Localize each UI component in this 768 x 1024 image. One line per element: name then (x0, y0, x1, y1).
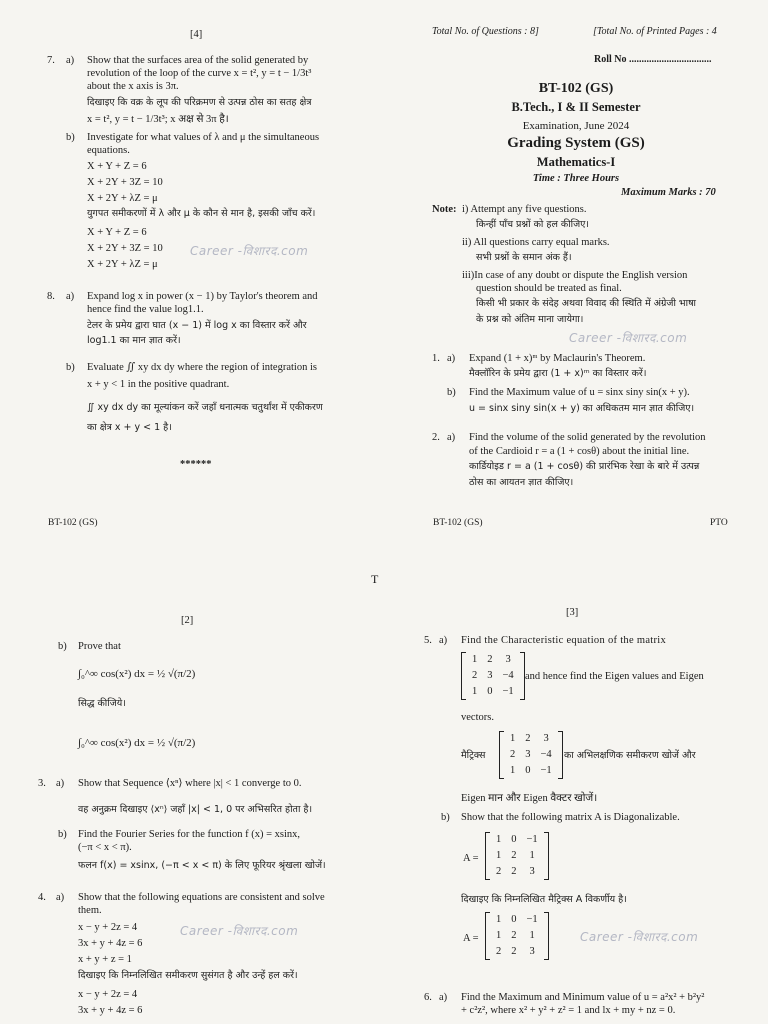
matrix-row (491, 944, 543, 960)
matrix-row (467, 684, 519, 700)
question-part: a) (66, 291, 75, 302)
matrix-cell: −1 (526, 914, 538, 925)
matrix-cell: 1 (496, 834, 502, 845)
question-part: b) (447, 387, 456, 398)
hindi-line: दिखाइए कि वक्र के लूप की परिक्रमण से उत्पन्न ठोस का सतह क्षेत्र (87, 97, 312, 108)
page-1 (384, 0, 768, 560)
hindi-line: log1.1 का मान ज्ञात करें। (87, 335, 181, 346)
question-part: a) (439, 992, 448, 1003)
matrix-cell: 1 (510, 733, 516, 744)
question-number: 8. (47, 291, 55, 302)
question-line: (−π < x < π). (78, 842, 132, 853)
note-line: question should be treated as final. (476, 283, 622, 294)
question-part: b) (66, 132, 75, 143)
matrix-1 (461, 652, 525, 700)
matrix-cell: 1 (510, 764, 516, 776)
hindi-line: के प्रश्न को अंतिम माना जायेगा। (476, 314, 584, 325)
question-line: Evaluate ∬ xy dx dy where the region of integration is (87, 362, 317, 373)
question-line: Find the Maximum value of u = sinx siny sin(x + y). (469, 387, 690, 398)
watermark: Career -विशारद.com (180, 924, 299, 938)
time: Time : Three Hours (532, 173, 620, 184)
question-line: Show that the surfaces area of the solid generated by (87, 55, 309, 66)
equation: 3x + y + 4z = 6 (78, 938, 143, 949)
hindi-line: u = sinx siny sin(x + y) का अधिकतम मान ज्ञात कीजिए। (469, 403, 695, 414)
hindi-line: मैट्रिक्स (461, 750, 486, 761)
matrix-row (505, 731, 557, 747)
hindi-line: सभी प्रश्नों के समान अंक हैं। (476, 252, 572, 263)
question-part: a) (439, 635, 448, 646)
question-line: them. (78, 905, 102, 916)
question-line: Find the volume of the solid generated by the revolution (469, 432, 706, 443)
matrix-cell: 2 (511, 865, 517, 877)
exam-session: Examination, June 2024 (522, 120, 630, 132)
question-line: x + y < 1 in the positive quadrant. (87, 379, 230, 390)
page-number: [4] (190, 29, 203, 40)
matrix-cell: 2 (496, 865, 502, 877)
max-marks: Maximum Marks : 70 (621, 187, 716, 198)
matrix-cell: 1 (496, 914, 502, 925)
equation: 3x + y + 4z = 6 (78, 1005, 143, 1016)
hindi-line: किसी भी प्रकार के संदेह अथवा विवाद की स्थिति में अंग्रेजी भाषा (476, 298, 697, 309)
note-line: iii)In case of any doubt or dispute the English version (462, 270, 688, 281)
question-part: b) (58, 641, 67, 652)
course: B.Tech., I & II Semester (511, 100, 641, 114)
matrix-label: A = (463, 853, 479, 864)
page-3 (384, 590, 768, 1024)
integral-formula: ∫₀^∞ cos(x²) dx = ½ √(π/2) (78, 668, 196, 680)
equation: X + Y + Z = 6 (87, 161, 147, 172)
matrix-cell: 2 (472, 669, 478, 681)
question-number: 3. (38, 778, 46, 789)
hindi-line: सिद्ध कीजिये। (78, 698, 126, 709)
matrix-label: A = (463, 933, 479, 944)
question-part: a) (56, 892, 65, 903)
hindi-line: Eigen मान और Eigen वैक्टर खोजें। (461, 793, 598, 804)
matrix-cell: −1 (502, 685, 514, 697)
equation: X + Y + Z = 6 (87, 227, 147, 238)
matrix-1-repeat (499, 731, 563, 779)
matrix-row (505, 747, 557, 763)
hindi-line: फलन f(x) = xsinx, (−π < x < π) के लिए फूरियर श्रृंखला खोजें। (78, 860, 326, 871)
integral-formula: ∫₀^∞ cos(x²) dx = ½ √(π/2) (78, 737, 196, 749)
grading-system: Grading System (GS) (507, 135, 645, 151)
matrix-cell: 2 (511, 849, 517, 861)
equation: x + y + z = 1 (78, 954, 132, 965)
matrix-cell: 3 (529, 945, 535, 957)
matrix-row (491, 912, 543, 928)
hindi-line: मैक्लॉरिन के प्रमेय द्वारा (1 + x)ᵐ का विस्तार करें। (469, 368, 647, 379)
page-number: [3] (566, 607, 579, 618)
watermark: Career -विशारद.com (569, 331, 688, 345)
question-part: b) (58, 829, 67, 840)
hindi-line: ठोस का आयतन ज्ञात कीजिए। (469, 477, 574, 488)
matrix-2 (485, 832, 549, 880)
note-line: i) Attempt any five questions. (462, 204, 587, 215)
equation: X + 2Y + λZ = μ (87, 193, 158, 204)
matrix-cell: 2 (496, 945, 502, 957)
matrix-cell: 3 (529, 865, 535, 877)
matrix-row (491, 832, 543, 848)
hindi-line: वह अनुक्रम दिखाइए ⟨xⁿ⟩ जहाँ |x| < 1, 0 पर अभिसरित होता है। (78, 804, 313, 815)
matrix-cell: 1 (472, 685, 478, 697)
matrix-cell: −4 (502, 669, 514, 681)
hindi-line: युगपत समीकरणों में λ और μ के कौन से मान है, इसकी जाँच करें। (87, 208, 316, 219)
subject: Mathematics-I (536, 155, 616, 169)
matrix-cell: 2 (511, 945, 517, 957)
matrix-row (505, 763, 557, 779)
question-line: Find the Characteristic equation of the matrix (461, 635, 667, 646)
question-line: Expand log x in power (x − 1) by Taylor's theorem and (87, 291, 318, 302)
matrix-cell: 1 (529, 849, 535, 861)
question-line: revolution of the loop of the curve x = t², y = t − 1/3t³ (87, 68, 312, 79)
question-number: 7. (47, 55, 55, 66)
equation: X + 2Y + 3Z = 10 (87, 243, 163, 254)
matrix-cell: 2 (511, 929, 517, 941)
matrix-cell: 3 (543, 733, 549, 744)
hindi-line: कार्डियोइड r = a (1 + cosθ) की प्रारंभिक रेखा के बारे में उत्पन्न (469, 461, 700, 472)
question-line: equations. (87, 145, 130, 156)
hindi-line: x = t², y = t − 1/3t³; x अक्ष से 3π है। (87, 114, 229, 125)
paper-code: BT-102 (GS) (538, 81, 614, 96)
matrix-cell: 1 (529, 929, 535, 941)
total-pages: [Total No. of Printed Pages : 4 (593, 26, 717, 37)
question-number: 5. (424, 635, 432, 646)
question-number: 6. (424, 992, 432, 1003)
hindi-line: का क्षेत्र x + y < 1 है। (87, 422, 172, 433)
equation: x − y + 2z = 4 (78, 922, 138, 933)
page-number: [2] (181, 615, 194, 626)
question-number: 2. (432, 432, 440, 443)
note-line: ii) All questions carry equal marks. (462, 237, 610, 248)
question-part: a) (447, 432, 456, 443)
question-line: vectors. (461, 712, 494, 723)
question-part: a) (56, 778, 65, 789)
hindi-line: टेलर के प्रमेय द्वारा घात (x − 1) में log x का विस्तार करें और (87, 320, 307, 331)
matrix-cell: 2 (510, 748, 516, 760)
matrix-cell: −4 (540, 748, 552, 760)
matrix-cell: 1 (472, 654, 478, 665)
question-line: Show that the following matrix A is Diagonalizable. (461, 812, 680, 823)
watermark: Career -विशारद.com (190, 244, 309, 258)
equation: X + 2Y + λZ = μ (87, 259, 158, 270)
page-4 (0, 0, 380, 560)
question-line: Investigate for what values of λ and μ the simultaneous (87, 132, 320, 143)
matrix-cell: 3 (525, 748, 531, 760)
question-number: 1. (432, 353, 440, 364)
question-line: Expand (1 + x)ᵐ by Maclaurin's Theorem. (469, 353, 646, 364)
matrix-cell: 1 (496, 849, 502, 861)
matrix-cell: 0 (525, 764, 531, 776)
matrix-row (467, 668, 519, 684)
matrix-cell: 2 (525, 733, 531, 744)
pto-label: PTO (710, 518, 728, 528)
matrix-cell: 3 (505, 654, 511, 665)
matrix-cell: 0 (511, 914, 517, 925)
equation: X + 2Y + 3Z = 10 (87, 177, 163, 188)
question-line: of the Cardioid r = a (1 + cosθ) about the initial line. (469, 446, 690, 457)
matrix-cell: 3 (487, 669, 493, 681)
question-line: and hence find the Eigen values and Eigen (525, 671, 704, 682)
question-part: b) (66, 362, 75, 373)
end-stars: ****** (180, 459, 212, 470)
matrix-cell: −1 (540, 764, 552, 776)
page-2 (0, 590, 380, 1024)
matrix-cell: 1 (496, 929, 502, 941)
question-line: Find the Fourier Series for the function f (x) = xsinx, (78, 829, 301, 840)
hindi-line: ∬ xy dx dy का मूल्यांकन करें जहाँ धनात्मक चतुर्थांश में एकीकरण (87, 402, 323, 413)
matrix-3 (485, 912, 549, 960)
hindi-line: दिखाइए कि निम्नलिखित मैट्रिक्स A विकर्णीय है। (461, 894, 627, 905)
question-line: Show that Sequence ⟨xⁿ⟩ where |x| < 1 converge to 0. (78, 778, 302, 789)
question-part: b) (441, 812, 450, 823)
question-part: a) (447, 353, 456, 364)
matrix-row (491, 928, 543, 944)
hindi-line: का अभिलक्षणिक समीकरण खोजें और (564, 750, 696, 761)
page-footer: BT-102 (GS) (48, 518, 98, 528)
question-line: + c²z², where x² + y² + z² = 1 and lx + my + nz = 0. (461, 1005, 676, 1016)
total-questions: Total No. of Questions : 8] (432, 26, 539, 37)
question-number: 4. (38, 892, 46, 903)
hindi-line: किन्हीं पाँच प्रश्नों को हल कीजिए। (476, 219, 590, 230)
matrix-row (491, 864, 543, 880)
matrix-row (491, 848, 543, 864)
matrix-cell: −1 (526, 834, 538, 845)
matrix-cell: 2 (487, 654, 493, 665)
equation: x − y + 2z = 4 (78, 989, 138, 1000)
question-line: about the x axis is 3π. (87, 81, 179, 92)
question-line: Find the Maximum and Minimum value of u = a²x² + b²y² (461, 992, 705, 1003)
hindi-line: दिखाइए कि निम्नलिखित समीकरण सुसंगत है और उन्हें हल करें। (78, 970, 298, 981)
page-footer: BT-102 (GS) (433, 518, 483, 528)
question-line: Show that the following equations are consistent and solve (78, 892, 325, 903)
watermark: Career -विशारद.com (580, 930, 699, 944)
note-label: Note: (432, 204, 457, 215)
question-part: a) (66, 55, 75, 66)
fold-mark: T (371, 572, 379, 586)
question-line: Prove that (78, 641, 121, 652)
roll-number-field: Roll No ................................. (594, 54, 712, 65)
question-line: hence find the value log1.1. (87, 304, 204, 315)
matrix-cell: 0 (511, 834, 517, 845)
matrix-row (467, 652, 519, 668)
matrix-cell: 0 (487, 685, 493, 697)
